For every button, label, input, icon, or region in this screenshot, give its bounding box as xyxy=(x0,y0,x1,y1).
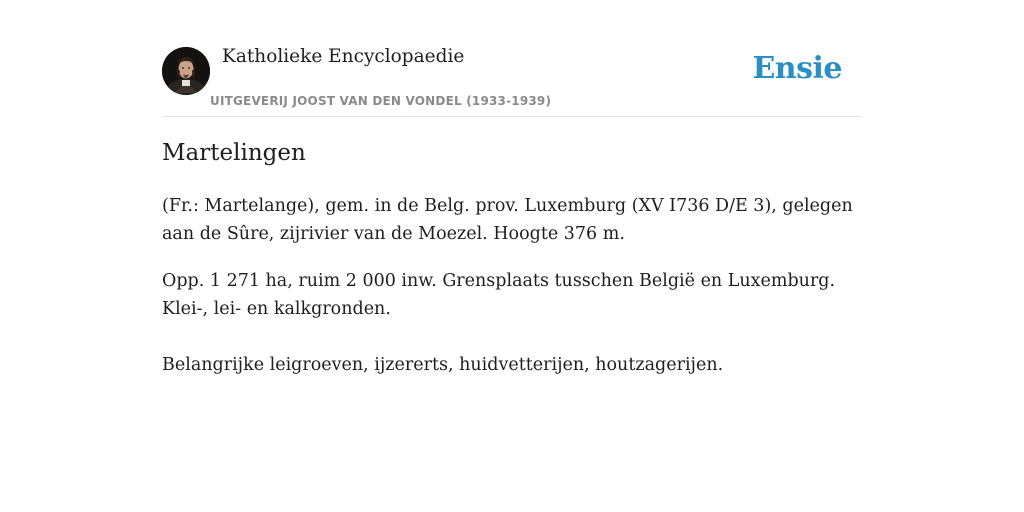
portrait-icon xyxy=(162,47,210,95)
article-paragraph: (Fr.: Martelange), gem. in de Belg. prov. Luxemburg (XV I736 D/E 3), gelegen aan de Sûre, zijrivier van de Moezel. Hoogte 376 m. xyxy=(162,196,853,244)
site-header xyxy=(162,0,862,117)
ensie-logo-link[interactable]: Ensie xyxy=(752,51,842,86)
article-title: Martelingen xyxy=(162,140,306,166)
publication-avatar-icon[interactable] xyxy=(162,47,210,95)
page-container xyxy=(162,0,862,375)
publisher-subtitle: UITGEVERIJ JOOST VAN DEN VONDEL (1933-1939) xyxy=(210,94,552,108)
publication-title[interactable]: Katholieke Encyclopaedie xyxy=(222,46,465,67)
article-paragraph: Opp. 1 271 ha, ruim 2 000 inw. Grensplaats tusschen België en Luxemburg. Klei-, lei- en kalkgronden. xyxy=(162,271,836,319)
article-paragraph: Belangrijke leigroeven, ijzererts, huidvetterijen, houtzagerijen. xyxy=(162,355,724,375)
